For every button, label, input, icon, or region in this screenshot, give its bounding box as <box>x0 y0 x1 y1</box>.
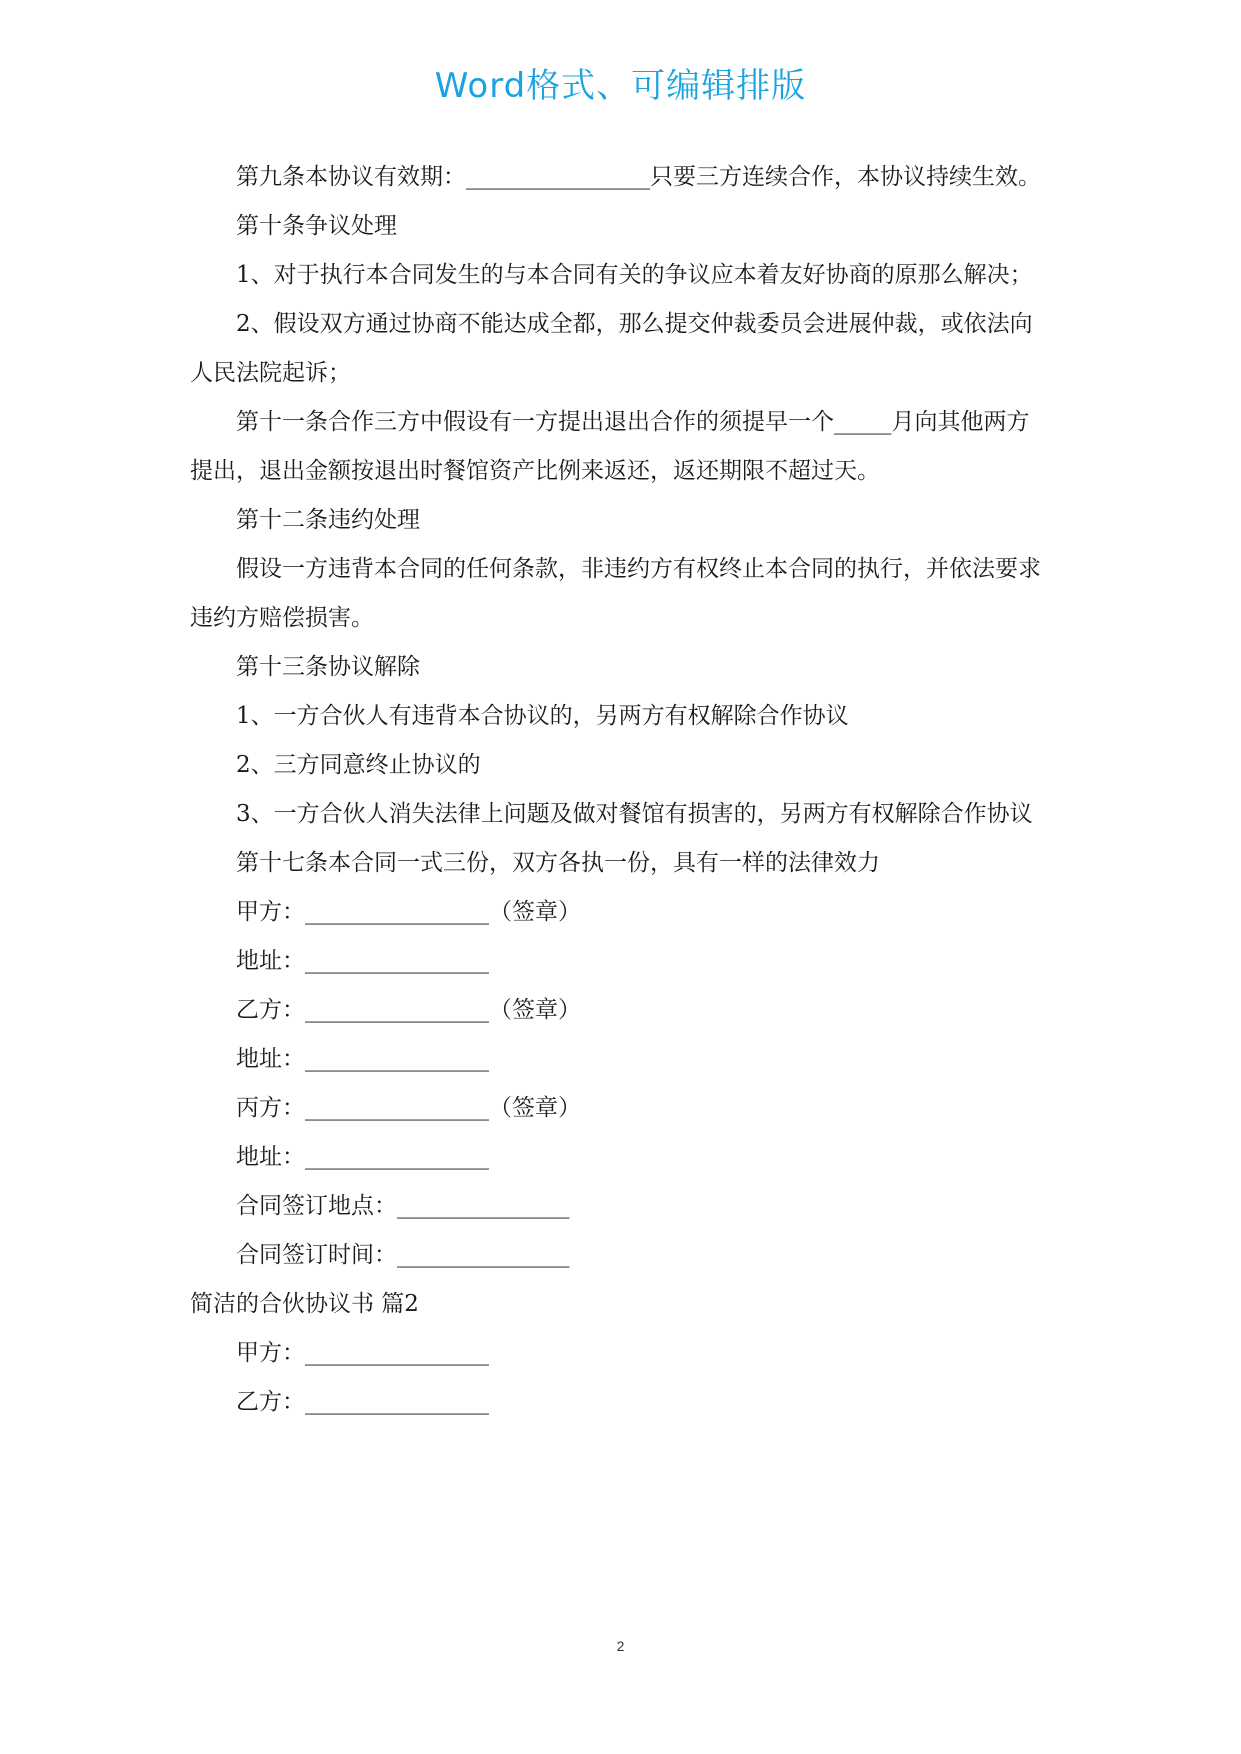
document-body <box>190 153 1052 1427</box>
party-a-signature-line: 甲方：________________（签章） <box>236 899 581 925</box>
clause-11-withdrawal: 第十一条合作三方中假设有一方提出退出合作的须提早一个_____月向其他两方提出，退出金额按退出时餐馆资产比例来返还，返还期限不超过天。 <box>190 409 1030 484</box>
clause-13-heading: 第十三条协议解除 <box>236 654 420 680</box>
party-c-signature-line: 丙方：________________（签章） <box>236 1095 581 1121</box>
section-2-heading: 简洁的合伙协议书 篇2 <box>190 1291 419 1317</box>
clause-13-item-3: 3、一方合伙人消失法律上问题及做对餐馆有损害的，另两方有权解除合作协议 <box>236 801 1033 827</box>
clause-17-copies: 第十七条本合同一式三份，双方各执一份，具有一样的法律效力 <box>236 850 880 876</box>
page-header-title: Word格式、可编辑排版 <box>434 66 807 106</box>
clause-9-validity: 第九条本协议有效期：________________只要三方连续合作，本协议持续生效。 <box>236 164 1041 190</box>
party-c-address-line: 地址：________________ <box>236 1144 489 1170</box>
clause-12-heading: 第十二条违约处理 <box>236 507 420 533</box>
section-2-party-b-line: 乙方：________________ <box>236 1389 489 1415</box>
signing-time-line: 合同签订时间：_______________ <box>236 1242 570 1268</box>
page-number: 2 <box>616 1638 625 1654</box>
signing-place-line: 合同签订地点：_______________ <box>236 1193 570 1219</box>
clause-13-item-2: 2、三方同意终止协议的 <box>236 752 481 778</box>
clause-12-text: 假设一方违背本合同的任何条款，非违约方有权终止本合同的执行，并依法要求违约方赔偿损害。 <box>190 556 1041 631</box>
clause-10-item-1: 1、对于执行本合同发生的与本合同有关的争议应本着友好协商的原那么解决； <box>236 262 1033 288</box>
clause-10-heading: 第十条争议处理 <box>236 213 397 239</box>
party-a-address-line: 地址：________________ <box>236 948 489 974</box>
clause-10-item-2: 2、假设双方通过协商不能达成全都，那么提交仲裁委员会进展仲裁，或依法向人民法院起诉； <box>190 311 1033 386</box>
party-b-address-line: 地址：________________ <box>236 1046 489 1072</box>
section-2-party-a-line: 甲方：________________ <box>236 1340 489 1366</box>
party-b-signature-line: 乙方：________________（签章） <box>236 997 581 1023</box>
clause-13-item-1: 1、一方合伙人有违背本合协议的，另两方有权解除合作协议 <box>236 703 849 729</box>
